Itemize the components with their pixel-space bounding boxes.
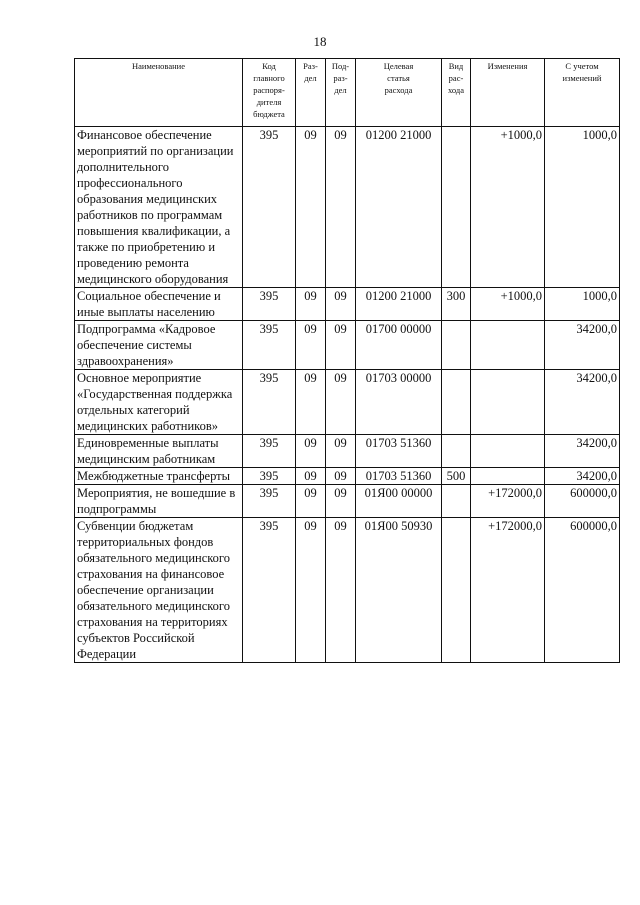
row-code: 395: [243, 127, 296, 288]
row-total: 1000,0: [545, 288, 620, 321]
row-name: Подпрограмма «Кадровое обеспечение системы здравоохранения»: [75, 321, 243, 370]
row-type: 300: [442, 288, 471, 321]
row-subsection: 09: [326, 288, 356, 321]
row-section: 09: [296, 468, 326, 485]
row-total: 34200,0: [545, 435, 620, 468]
table-row: [75, 288, 620, 321]
row-section: 09: [296, 485, 326, 518]
row-type: [442, 370, 471, 435]
row-subsection: 09: [326, 321, 356, 370]
table-row: [75, 468, 620, 485]
row-target: 01Я00 50930: [356, 518, 442, 663]
row-code: 395: [243, 468, 296, 485]
row-type: [442, 321, 471, 370]
budget-table: [74, 58, 620, 663]
header-section: Раз- дел: [296, 59, 326, 127]
row-code: 395: [243, 370, 296, 435]
row-name: Основное мероприятие «Государственная поддержка отдельных категорий медицинских работников»: [75, 370, 243, 435]
row-total: 34200,0: [545, 468, 620, 485]
row-subsection: 09: [326, 468, 356, 485]
row-subsection: 09: [326, 518, 356, 663]
header-total: С учетом изменений: [545, 59, 620, 127]
row-change: +172000,0: [471, 518, 545, 663]
header-code: Код главного распоря- дителя бюджета: [243, 59, 296, 127]
row-name: Субвенции бюджетам территориальных фондов обязательного медицинского страхования на финансовое обеспечение организации обязательного медицинского страхования на территориях субъектов Российской Федерации: [75, 518, 243, 663]
row-name: Единовременные выплаты медицинским работникам: [75, 435, 243, 468]
row-section: 09: [296, 127, 326, 288]
table-row: [75, 370, 620, 435]
row-section: 09: [296, 518, 326, 663]
row-change: +1000,0: [471, 288, 545, 321]
row-type: [442, 485, 471, 518]
table-row: [75, 435, 620, 468]
row-subsection: 09: [326, 370, 356, 435]
row-type: [442, 435, 471, 468]
table-row: [75, 321, 620, 370]
row-name: Финансовое обеспечение мероприятий по организации дополнительного профессионального образования медицинских работников по программам повышения квалификации, а также по приобретению и проведению ремонта медицинского оборудования: [75, 127, 243, 288]
row-change: +1000,0: [471, 127, 545, 288]
table-row: [75, 127, 620, 288]
row-section: 09: [296, 370, 326, 435]
row-subsection: 09: [326, 485, 356, 518]
row-type: 500: [442, 468, 471, 485]
row-target: 01700 00000: [356, 321, 442, 370]
row-code: 395: [243, 485, 296, 518]
table-header-row: [75, 59, 620, 127]
table-row: [75, 485, 620, 518]
header-type: Вид рас- хода: [442, 59, 471, 127]
row-name: Мероприятия, не вошедшие в подпрограммы: [75, 485, 243, 518]
header-target: Целевая статья расхода: [356, 59, 442, 127]
table-row: [75, 518, 620, 663]
page-number: 18: [313, 34, 327, 49]
row-type: [442, 127, 471, 288]
row-code: 395: [243, 435, 296, 468]
header-subsection: Под- раз- дел: [326, 59, 356, 127]
row-name: Социальное обеспечение и иные выплаты населению: [75, 288, 243, 321]
row-target: 01703 00000: [356, 370, 442, 435]
row-total: 600000,0: [545, 485, 620, 518]
row-section: 09: [296, 288, 326, 321]
row-total: 34200,0: [545, 370, 620, 435]
row-target: 01703 51360: [356, 435, 442, 468]
row-change: +172000,0: [471, 485, 545, 518]
row-target: 01703 51360: [356, 468, 442, 485]
row-section: 09: [296, 435, 326, 468]
row-change: [471, 468, 545, 485]
row-section: 09: [296, 321, 326, 370]
row-code: 395: [243, 288, 296, 321]
row-name: Межбюджетные трансферты: [75, 468, 243, 485]
row-change: [471, 370, 545, 435]
row-subsection: 09: [326, 127, 356, 288]
row-total: 34200,0: [545, 321, 620, 370]
row-target: 01200 21000: [356, 127, 442, 288]
row-type: [442, 518, 471, 663]
row-code: 395: [243, 518, 296, 663]
row-target: 01Я00 00000: [356, 485, 442, 518]
row-change: [471, 321, 545, 370]
header-change: Изменения: [471, 59, 545, 127]
row-total: 1000,0: [545, 127, 620, 288]
row-subsection: 09: [326, 435, 356, 468]
row-target: 01200 21000: [356, 288, 442, 321]
row-code: 395: [243, 321, 296, 370]
header-name: Наименование: [75, 59, 243, 127]
row-change: [471, 435, 545, 468]
row-total: 600000,0: [545, 518, 620, 663]
